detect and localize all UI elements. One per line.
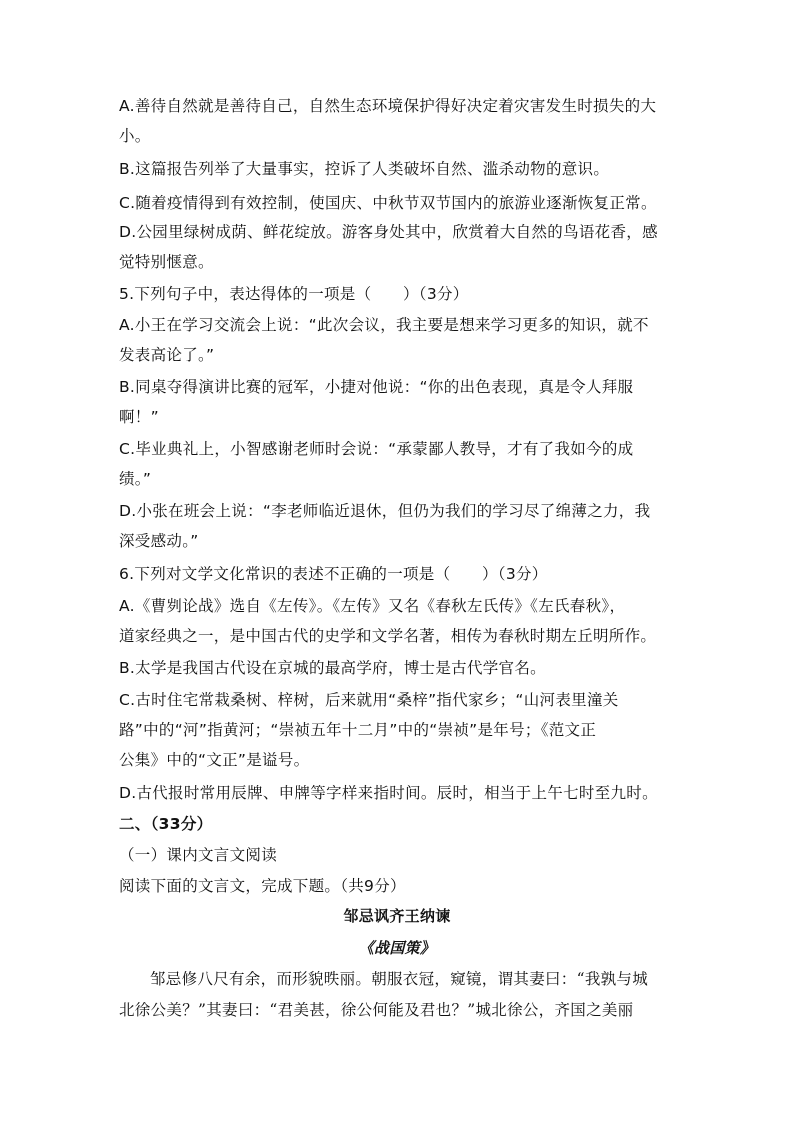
section-instruction: 阅读下面的文言文，完成下题。（共9分） bbox=[119, 877, 406, 895]
q6-option-c-line1: C.古时住宅常栽桑树、梓树，后来就用“桑梓”指代家乡；“山河表里潼关 bbox=[119, 691, 619, 709]
q5-option-d-line1: D.小张在班会上说：“李老师临近退休，但仍为我们的学习尽了绵薄之力，我 bbox=[119, 502, 651, 520]
q5-option-b-line2: 啊！” bbox=[119, 408, 159, 426]
q5-option-a-line2: 发表高论了。” bbox=[119, 346, 215, 364]
q6-stem: 6.下列对文学文化常识的表述不正确的一项是（ ）（3分） bbox=[119, 565, 548, 583]
q4-option-a-line2: 小。 bbox=[119, 127, 151, 145]
section-heading: 二、（33分） bbox=[119, 815, 213, 833]
q6-option-a-line1: A.《曹刿论战》选自《左传》。《左传》又名《春秋左氏传》《左氏春秋》， bbox=[119, 597, 626, 615]
q4-option-d-line2: 觉特别惬意。 bbox=[119, 253, 214, 271]
q5-option-b-line1: B.同桌夺得演讲比赛的冠军，小捷对他说：“你的出色表现，真是令人拜服 bbox=[119, 378, 634, 396]
passage-line1: 邹忌修八尺有余，而形貌昳丽。朝服衣冠，窥镜，谓其妻曰：“我孰与城 bbox=[150, 970, 649, 988]
passage-source: 《战国策》 bbox=[358, 939, 436, 957]
q6-option-d: D.古代报时常用辰牌、申牌等字样来指时间。辰时，相当于上午七时至九时。 bbox=[119, 784, 658, 802]
q6-option-b: B.太学是我国古代设在京城的最高学府，博士是古代学官名。 bbox=[119, 659, 546, 677]
q4-option-c: C.随着疫情得到有效控制，使国庆、中秋节双节国内的旅游业逐渐恢复正常。 bbox=[119, 194, 657, 212]
q4-option-d-line1: D.公园里绿树成荫、鲜花绽放。游客身处其中，欣赏着大自然的鸟语花香，感 bbox=[119, 223, 658, 241]
section-subheading: （一）课内文言文阅读 bbox=[119, 846, 278, 864]
q5-stem: 5.下列句子中，表达得体的一项是（ ）（3分） bbox=[119, 285, 469, 303]
q6-option-c-line3: 公集》中的“文正”是谥号。 bbox=[119, 751, 310, 769]
passage-line2: 北徐公美？”其妻曰：“君美甚，徐公何能及君也？”城北徐公，齐国之美丽 bbox=[119, 1001, 634, 1019]
q5-option-d-line2: 深受感动。” bbox=[119, 532, 199, 550]
q5-option-c-line2: 绩。” bbox=[119, 470, 152, 488]
q5-option-a-line1: A.小王在学习交流会上说：“此次会议，我主要是想来学习更多的知识，就不 bbox=[119, 316, 649, 334]
q5-option-c-line1: C.毕业典礼上，小智感谢老师时会说：“承蒙鄙人教导，才有了我如今的成 bbox=[119, 440, 634, 458]
q4-option-a-line1: A.善待自然就是善待自己，自然生态环境保护得好决定着灾害发生时损失的大 bbox=[119, 97, 657, 115]
q6-option-c-line2: 路”中的“河”指黄河；“崇祯五年十二月”中的“崇祯”是年号；《范文正 bbox=[119, 721, 597, 739]
q4-option-b: B.这篇报告列举了大量事实，控诉了人类破坏自然、滥杀动物的意识。 bbox=[119, 160, 610, 178]
passage-title: 邹忌讽齐王纳谏 bbox=[343, 907, 451, 925]
q6-option-a-line2: 道家经典之一，是中国古代的史学和文学名著，相传为春秋时期左丘明所作。 bbox=[119, 627, 657, 645]
